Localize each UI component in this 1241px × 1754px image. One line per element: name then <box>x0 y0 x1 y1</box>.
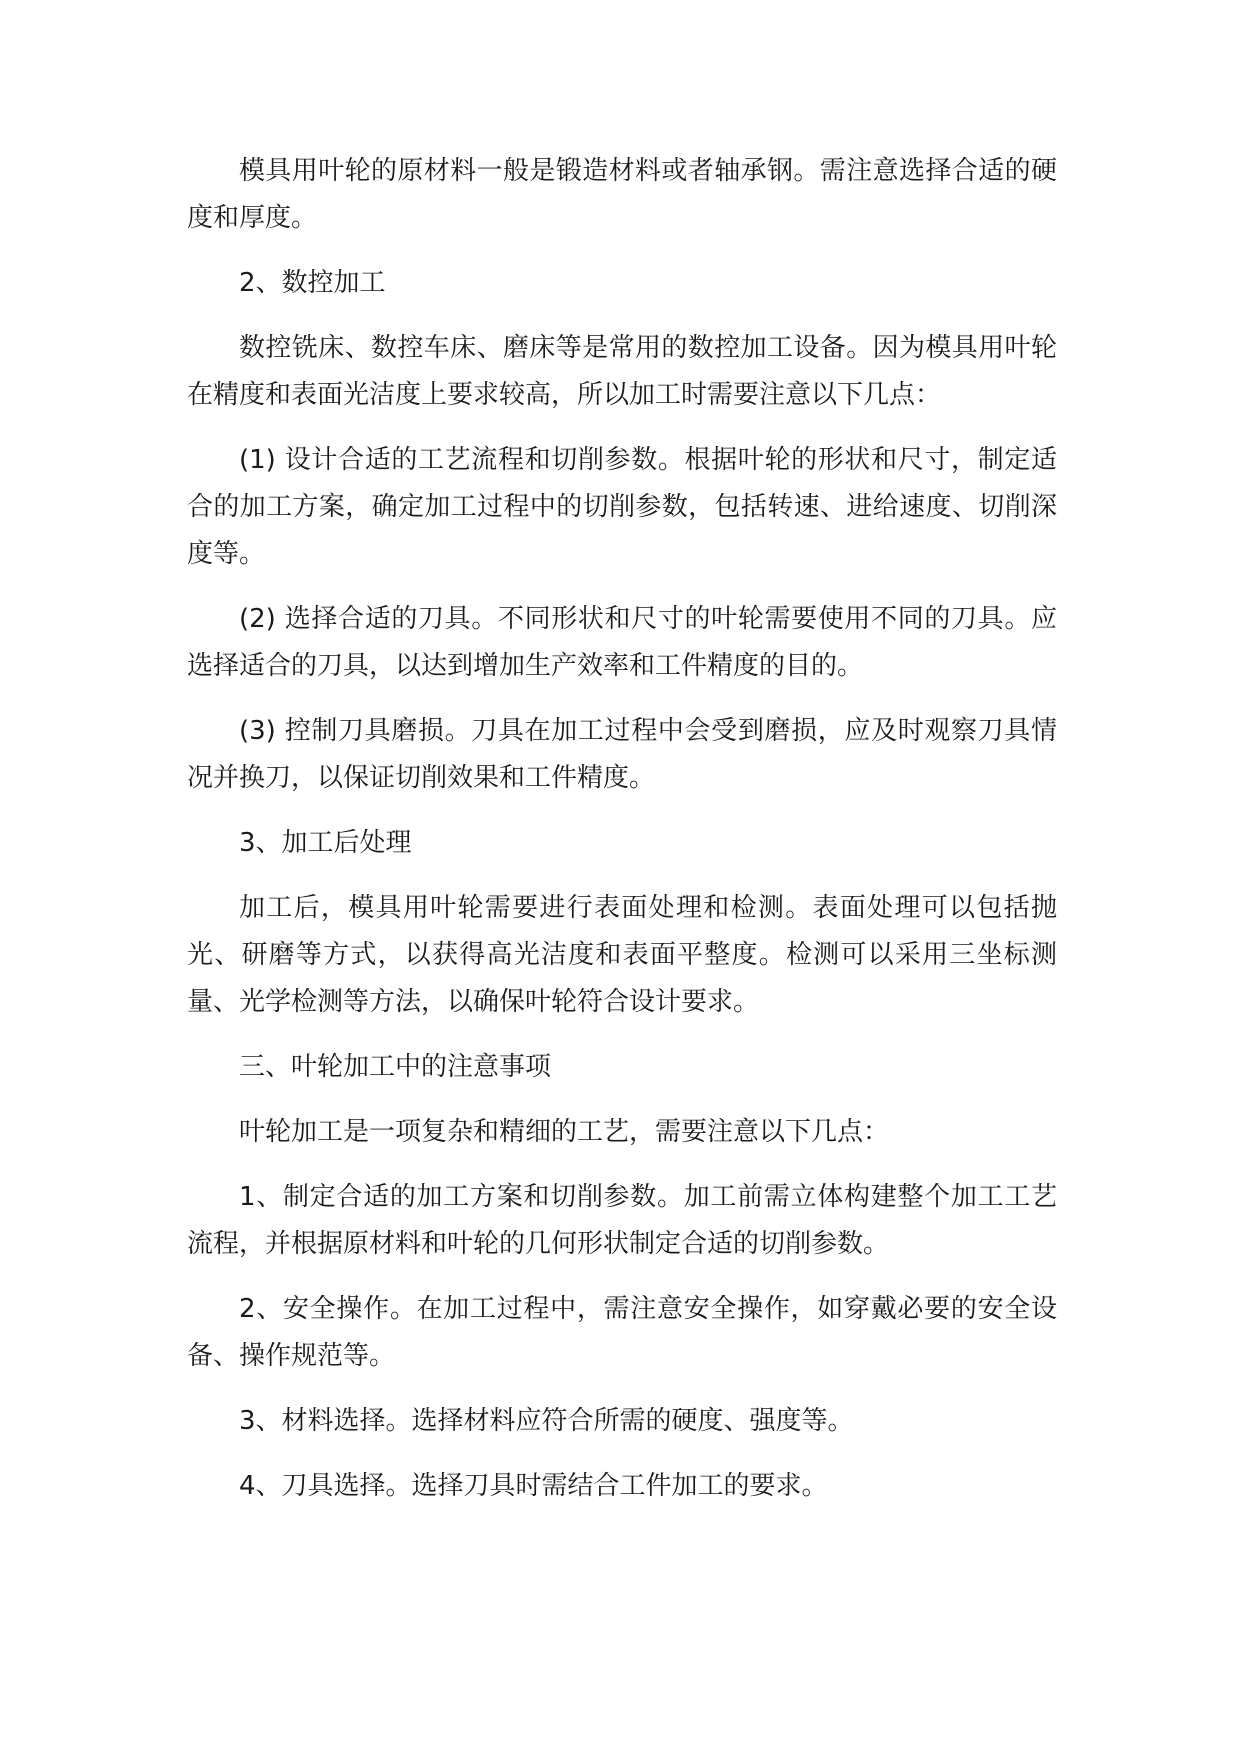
paragraph-cnc-equipment: 数控铣床、数控车床、磨床等是常用的数控加工设备。因为模具用叶轮在精度和表面光洁度上要求较高，所以加工时需要注意以下几点： <box>187 333 1057 410</box>
paragraph-precaution-3: 3、材料选择。选择材料应符合所需的硬度、强度等。 <box>239 1406 854 1436</box>
document-body <box>187 148 1057 1528</box>
paragraph-raw-material: 模具用叶轮的原材料一般是锻造材料或者轴承钢。需注意选择合适的硬度和厚度。 <box>187 156 1057 233</box>
heading-precautions: 三、叶轮加工中的注意事项 <box>239 1052 552 1082</box>
paragraph-precautions-intro: 叶轮加工是一项复杂和精细的工艺，需要注意以下几点： <box>239 1117 890 1147</box>
paragraph-point-3: (3) 控制刀具磨损。刀具在加工过程中会受到磨损，应及时观察刀具情况并换刀，以保证切削效果和工件精度。 <box>187 716 1057 793</box>
paragraph-post-processing: 加工后，模具用叶轮需要进行表面处理和检测。表面处理可以包括抛光、研磨等方式，以获得高光洁度和表面平整度。检测可以采用三坐标测量、光学检测等方法，以确保叶轮符合设计要求。 <box>187 893 1057 1017</box>
heading-post-processing: 3、加工后处理 <box>239 828 412 858</box>
paragraph-precaution-1: 1、制定合适的加工方案和切削参数。加工前需立体构建整个加工工艺流程，并根据原材料和叶轮的几何形状制定合适的切削参数。 <box>187 1182 1057 1259</box>
paragraph-point-1: (1) 设计合适的工艺流程和切削参数。根据叶轮的形状和尺寸，制定适合的加工方案，确定加工过程中的切削参数，包括转速、进给速度、切削深度等。 <box>187 445 1057 569</box>
paragraph-point-2: (2) 选择合适的刀具。不同形状和尺寸的叶轮需要使用不同的刀具。应选择适合的刀具，以达到增加生产效率和工件精度的目的。 <box>187 604 1057 681</box>
paragraph-precaution-2: 2、安全操作。在加工过程中，需注意安全操作，如穿戴必要的安全设备、操作规范等。 <box>187 1294 1057 1371</box>
paragraph-precaution-4: 4、刀具选择。选择刀具时需结合工件加工的要求。 <box>239 1471 828 1501</box>
heading-cnc-machining: 2、数控加工 <box>239 268 386 298</box>
